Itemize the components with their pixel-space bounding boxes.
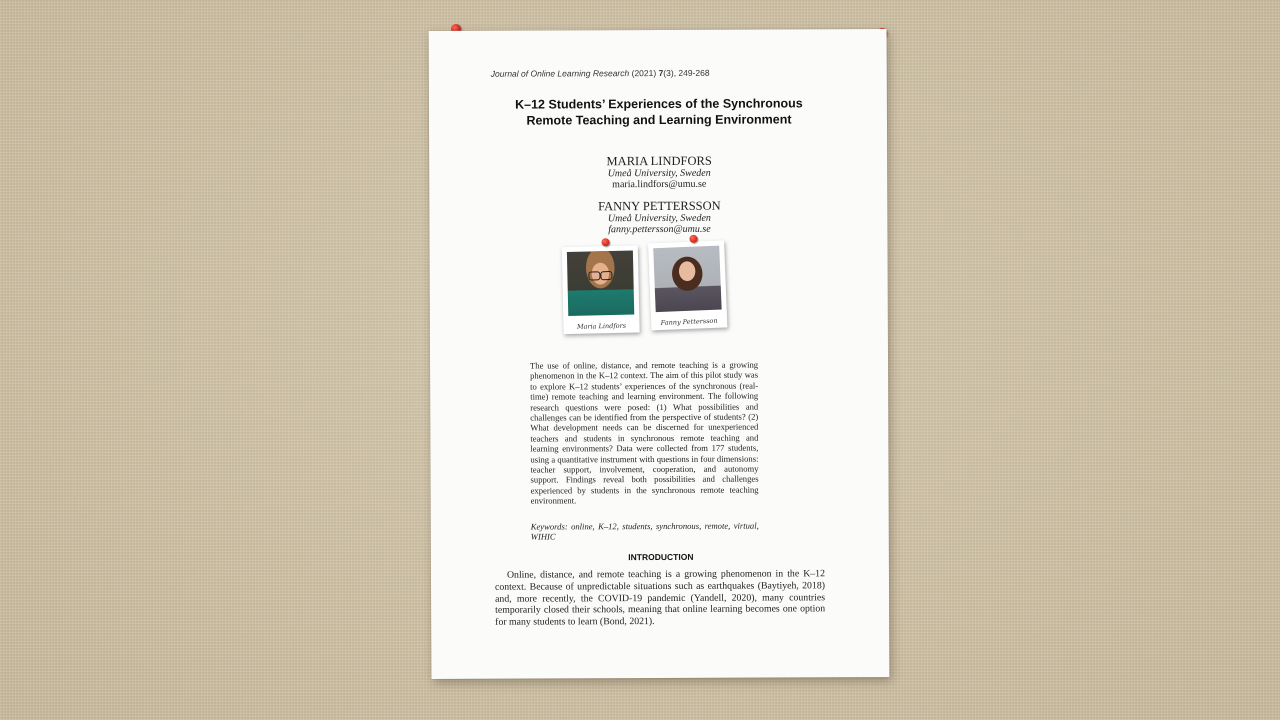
journal-year: (2021) [631,68,657,79]
journal-citation [491,68,710,79]
abstract: The use of online, distance, and remote teaching is a growing phenomenon in the K–12 context. The aim of this pilot study was to explore K–12 students’ experiences of the synchronous (real-time) remote teaching and learning environment. The following research questions were posed: (1) What possibilities and challenges can be identified from the perspective of students? (2) What development needs can be discerned for unexperienced teachers and students in synchronous remote teaching and learning environments? Data were collected from 177 students, using a quantitative instrument with questions in four dimensions: teacher support, involvement, cooperation, and autonomy support. Findings reveal both possibilities and challenges experienced by students in the synchronous remote teaching environment. [530,359,759,506]
paper-title-line1: K–12 Students’ Experiences of the Synchronous [515,96,803,112]
author-affiliation: Umeå University, Sweden [607,212,711,225]
author-photo-polaroid-1 [562,245,640,334]
photo-pushpin-icon [689,235,697,243]
journal-issue-pages: (3), 249-268 [663,67,710,78]
photo-caption: Fanny Pettersson [660,316,718,327]
author-name: MARIA LINDFORS [606,153,712,169]
author-block-1 [509,153,809,190]
introduction-paragraph: Online, distance, and remote teaching is a growing phenomenon in the K–12 context. Because of unpredictable situations such as earthquakes (Baytiyeh, 2018) and, more recently, the COVID-19 pandemic (Yandell, 2020), many countries temporarily closed their schools, meaning that online learning becomes one option for many students to learn (Bond, 2021). [494,568,826,628]
author-photo-polaroid-2 [648,240,727,330]
paper-title-line2: Remote Teaching and Learning Environment [526,112,792,128]
author-affiliation: Umeå University, Sweden [607,167,711,180]
author-email: fanny.pettersson@umu.se [608,223,711,236]
journal-volume: 7 [658,67,664,78]
photo-caption: Maria Lindfors [576,321,627,331]
author-photo-2 [653,246,721,313]
section-heading-introduction: INTRODUCTION [628,551,694,563]
photo-pushpin-icon [601,238,609,246]
glasses-icon [588,271,612,280]
keywords: Keywords: online, K–12, students, synchronous, remote, virtual, WIHIC [530,520,759,542]
author-photo-1 [567,251,634,316]
author-block-2 [509,198,809,235]
journal-name: Journal of Online Learning Research [490,68,630,79]
author-name: FANNY PETTERSSON [598,198,721,214]
author-email: maria.lindfors@umu.se [612,178,707,191]
paper-sheet [429,29,890,679]
